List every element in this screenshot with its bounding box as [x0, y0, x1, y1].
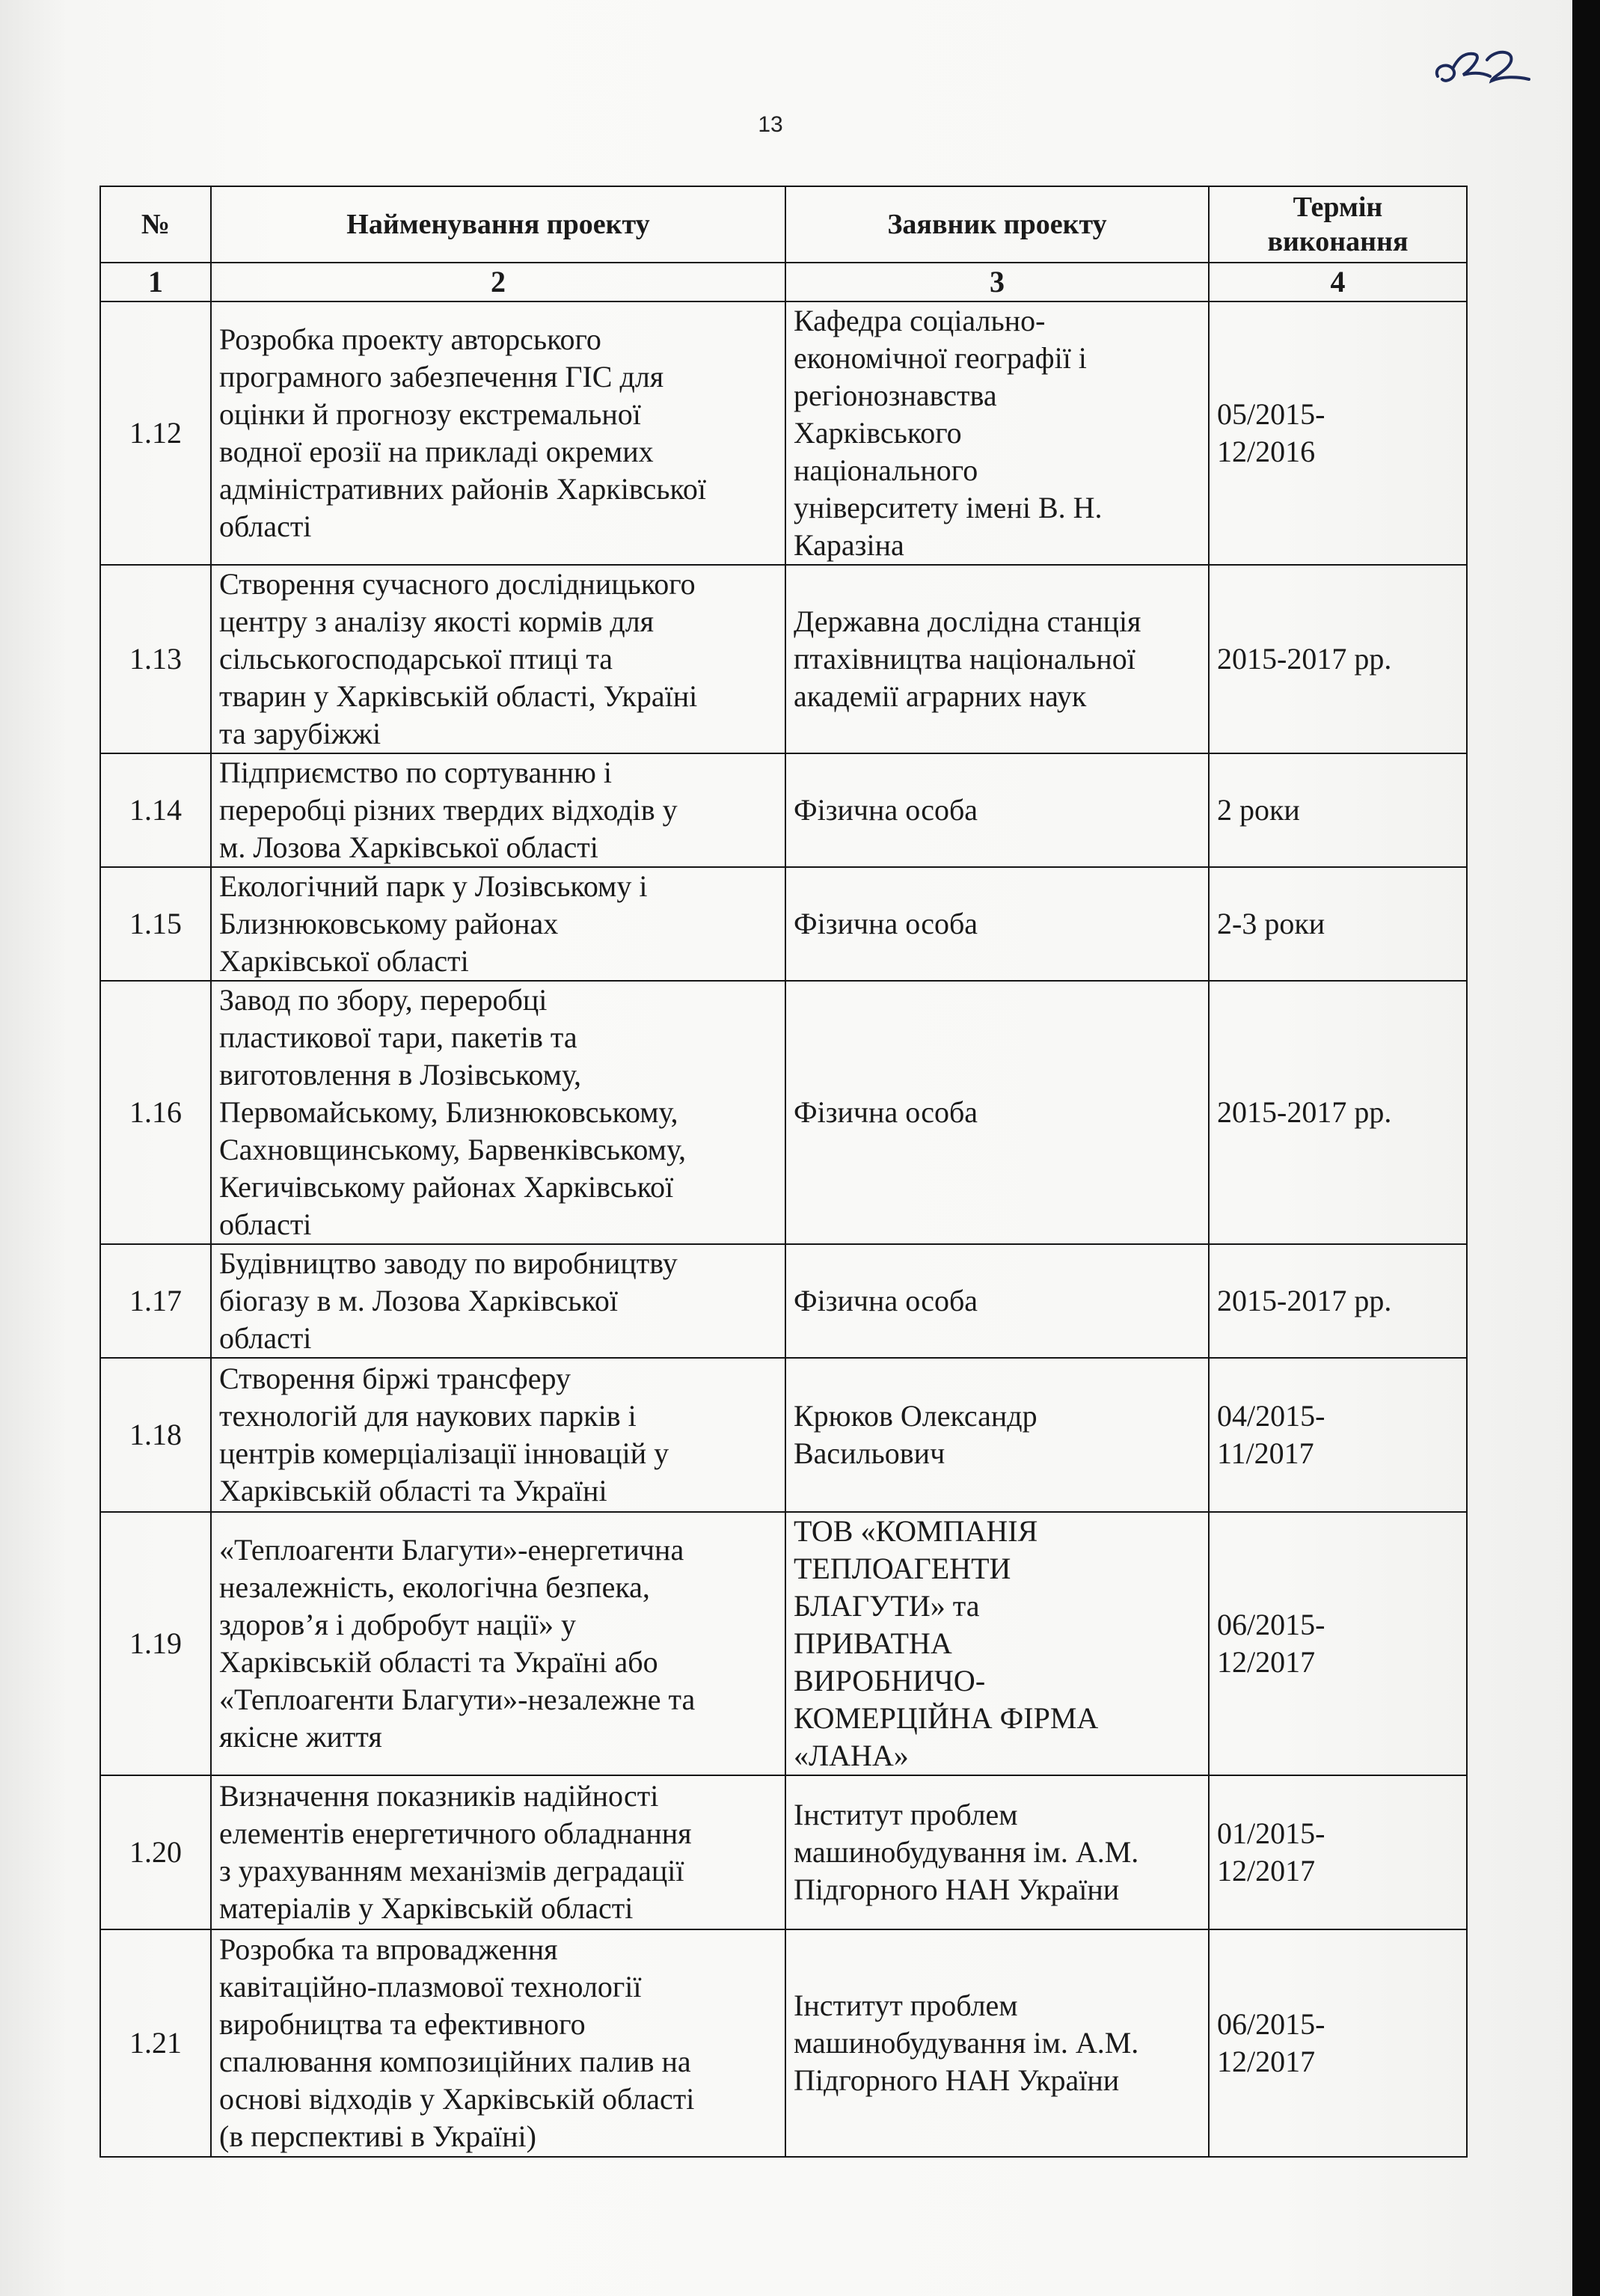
- table-row: [100, 753, 1467, 867]
- table-row: [100, 981, 1467, 1244]
- term-line: 06/2015-: [1217, 2007, 1325, 2041]
- column-number: 1: [100, 263, 211, 301]
- project-name-line: адміністративних районів Харківської: [219, 472, 706, 506]
- project-name: [211, 753, 785, 867]
- row-number: 1.19: [100, 1512, 211, 1775]
- row-number: 1.15: [100, 867, 211, 981]
- row-number: 1.13: [100, 565, 211, 753]
- applicant-line: машинобудування ім. А.М.: [794, 1835, 1139, 1869]
- applicant: [785, 1244, 1209, 1358]
- applicant-line: «ЛАНА»: [794, 1739, 909, 1772]
- project-name: [211, 1244, 785, 1358]
- header-term: Термін виконання: [1209, 186, 1467, 263]
- project-name-line: Харківської області: [219, 944, 469, 978]
- project-name-line: Створення біржі трансферу: [219, 1362, 571, 1395]
- table-body: [100, 301, 1467, 2157]
- term: [1209, 867, 1467, 981]
- project-name-line: Первомайському, Близнюковському,: [219, 1095, 678, 1129]
- project-name-line: Екологічний парк у Лозівському і: [219, 869, 648, 903]
- term-line: 06/2015-: [1217, 1608, 1325, 1641]
- applicant-line: Фізична особа: [794, 1284, 978, 1317]
- project-name-line: центрів комерціалізації інновацій у: [219, 1436, 669, 1470]
- term: [1209, 753, 1467, 867]
- applicant-line: Державна дослідна станція: [794, 604, 1141, 638]
- row-number: 1.18: [100, 1358, 211, 1512]
- row-number: 1.20: [100, 1775, 211, 1929]
- applicant-line: національного: [794, 453, 978, 487]
- project-name: [211, 981, 785, 1244]
- applicant-line: Підгорного НАН України: [794, 2063, 1120, 2097]
- project-name-line: «Теплоагенти Благути»-енергетична: [219, 1533, 684, 1567]
- project-name-line: якісне життя: [219, 1720, 382, 1754]
- applicant-line: Васильович: [794, 1436, 945, 1470]
- applicant-line: машинобудування ім. А.М.: [794, 2026, 1139, 2060]
- row-number: 1.21: [100, 1929, 211, 2157]
- page-number: 13: [758, 112, 783, 137]
- project-name-line: та зарубіжжі: [219, 717, 381, 750]
- project-name-line: Розробка проекту авторського: [219, 322, 601, 356]
- applicant-line: регіонознавства: [794, 379, 997, 412]
- project-name: [211, 867, 785, 981]
- applicant-line: птахівництва національної: [794, 642, 1135, 676]
- project-name-line: кавітаційно-плазмової технології: [219, 1970, 642, 2003]
- project-name: [211, 1358, 785, 1512]
- applicant-line: ПРИВАТНА: [794, 1626, 952, 1660]
- project-name: [211, 565, 785, 753]
- project-name-line: м. Лозова Харківської області: [219, 830, 598, 864]
- applicant: [785, 565, 1209, 753]
- project-name-line: Розробка та впровадження: [219, 1932, 558, 1966]
- table-row: [100, 301, 1467, 565]
- column-number: 3: [785, 263, 1209, 301]
- term-line: 05/2015-: [1217, 397, 1325, 431]
- project-name-line: основі відходів у Харківській області: [219, 2082, 695, 2116]
- term-line: 11/2017: [1217, 1436, 1314, 1470]
- header-row: [100, 186, 1467, 263]
- table-row: [100, 1358, 1467, 1512]
- term-line: 01/2015-: [1217, 1816, 1325, 1850]
- applicant-line: академії аграрних наук: [794, 679, 1087, 713]
- term-line: 12/2017: [1217, 2045, 1316, 2078]
- applicant-line: Каразіна: [794, 528, 904, 562]
- applicant-line: Фізична особа: [794, 1095, 978, 1129]
- term-line: 2 роки: [1217, 793, 1300, 827]
- project-name-line: «Теплоагенти Благути»-незалежне та: [219, 1683, 696, 1716]
- term-line: 2015-2017 рр.: [1217, 642, 1392, 676]
- project-name-line: центру з аналізу якості кормів для: [219, 604, 655, 638]
- applicant: [785, 1512, 1209, 1775]
- project-name-line: Сахновщинському, Барвенківському,: [219, 1133, 686, 1166]
- project-name-line: Підприємство по сортуванню і: [219, 756, 612, 789]
- term: [1209, 1358, 1467, 1512]
- project-name-line: (в перспективі в Україні): [219, 2119, 536, 2153]
- table-row: [100, 867, 1467, 981]
- project-name-line: спалювання композиційних палив на: [219, 2045, 691, 2078]
- term-line: 12/2016: [1217, 435, 1316, 468]
- project-name-line: області: [219, 509, 312, 543]
- project-name-line: області: [219, 1207, 312, 1241]
- project-name-line: Визначення показників надійності: [219, 1779, 659, 1813]
- project-name-line: переробці різних твердих відходів у: [219, 793, 678, 827]
- project-name-line: Будівництво заводу по виробництву: [219, 1246, 678, 1280]
- term: [1209, 1512, 1467, 1775]
- applicant: [785, 867, 1209, 981]
- project-name-line: біогазу в м. Лозова Харківської: [219, 1284, 618, 1317]
- applicant-line: економічної географії і: [794, 341, 1087, 375]
- applicant-line: Крюков Олександр: [794, 1399, 1037, 1433]
- term: [1209, 1244, 1467, 1358]
- column-number: 4: [1209, 263, 1467, 301]
- project-name-line: області: [219, 1321, 312, 1355]
- applicant-line: Фізична особа: [794, 907, 978, 940]
- term: [1209, 1775, 1467, 1929]
- term: [1209, 301, 1467, 565]
- applicant: [785, 1929, 1209, 2157]
- applicant: [785, 753, 1209, 867]
- project-name-line: матеріалів у Харківській області: [219, 1891, 634, 1925]
- project-name-line: Створення сучасного дослідницького: [219, 567, 696, 601]
- table-row: [100, 1929, 1467, 2157]
- project-name-line: здоров’я і добробут нації» у: [219, 1608, 576, 1641]
- project-name-line: технологій для наукових парків і: [219, 1399, 637, 1433]
- applicant-line: БЛАГУТИ» та: [794, 1589, 980, 1623]
- row-number: 1.17: [100, 1244, 211, 1358]
- header-applicant: Заявник проекту: [785, 186, 1209, 263]
- applicant-line: Інститут проблем: [794, 1989, 1018, 2022]
- header-number: №: [100, 186, 211, 263]
- project-name-line: сільськогосподарської птиці та: [219, 642, 613, 676]
- term: [1209, 1929, 1467, 2157]
- project-name: [211, 301, 785, 565]
- handwritten-page-number: [1430, 30, 1542, 97]
- applicant-line: Фізична особа: [794, 793, 978, 827]
- project-name: [211, 1512, 785, 1775]
- project-name-line: програмного забезпечення ГІС для: [219, 360, 664, 394]
- term-line: 04/2015-: [1217, 1399, 1325, 1433]
- term-line: 2015-2017 рр.: [1217, 1095, 1392, 1129]
- project-name: [211, 1775, 785, 1929]
- project-name-line: Кегичівському районах Харківської: [219, 1170, 674, 1204]
- header-project-name: Найменування проекту: [211, 186, 785, 263]
- table-row: [100, 565, 1467, 753]
- project-name-line: оцінки й прогнозу екстремальної: [219, 397, 641, 431]
- applicant: [785, 301, 1209, 565]
- row-number: 1.14: [100, 753, 211, 867]
- row-number: 1.16: [100, 981, 211, 1244]
- term: [1209, 565, 1467, 753]
- row-number: 1.12: [100, 301, 211, 565]
- column-number: 2: [211, 263, 785, 301]
- applicant-line: ТЕПЛОАГЕНТИ: [794, 1552, 1011, 1585]
- applicant-line: Інститут проблем: [794, 1798, 1018, 1831]
- term-line: 2015-2017 рр.: [1217, 1284, 1392, 1317]
- project-name-line: пластикової тари, пакетів та: [219, 1020, 577, 1054]
- project-name-line: виробництва та ефективного: [219, 2007, 586, 2041]
- applicant-line: Підгорного НАН України: [794, 1873, 1120, 1906]
- term-line: 12/2017: [1217, 1854, 1316, 1888]
- project-name-line: водної ерозії на прикладі окремих: [219, 435, 654, 468]
- applicant: [785, 1358, 1209, 1512]
- table-row: [100, 1244, 1467, 1358]
- term-line: 12/2017: [1217, 1645, 1316, 1679]
- project-name-line: з урахуванням механізмів деградації: [219, 1854, 684, 1888]
- applicant-line: ТОВ «КОМПАНІЯ: [794, 1514, 1038, 1548]
- project-name-line: тварин у Харківській області, Україні: [219, 679, 698, 713]
- applicant-line: КОМЕРЦІЙНА ФІРМА: [794, 1701, 1099, 1735]
- applicant-line: університету імені В. Н.: [794, 491, 1103, 524]
- project-name-line: Завод по збору, переробці: [219, 983, 548, 1017]
- term: [1209, 981, 1467, 1244]
- project-name: [211, 1929, 785, 2157]
- applicant: [785, 981, 1209, 1244]
- project-name-line: незалежність, екологічна безпека,: [219, 1570, 650, 1604]
- project-name-line: елементів енергетичного обладнання: [219, 1816, 692, 1850]
- term-line: 2-3 роки: [1217, 907, 1325, 940]
- table-row: [100, 1775, 1467, 1929]
- project-name-line: Близнюковському районах: [219, 907, 559, 940]
- project-name-line: виготовлення в Лозівському,: [219, 1058, 581, 1092]
- column-number-row: [100, 263, 1467, 301]
- project-name-line: Харківській області та Україні: [219, 1474, 607, 1507]
- applicant-line: Кафедра соціально-: [794, 304, 1046, 337]
- applicant: [785, 1775, 1209, 1929]
- applicant-line: Харківського: [794, 416, 962, 450]
- applicant-line: ВИРОБНИЧО-: [794, 1664, 986, 1697]
- projects-table: [99, 186, 1468, 2158]
- table-row: [100, 1512, 1467, 1775]
- project-name-line: Харківській області та Україні або: [219, 1645, 658, 1679]
